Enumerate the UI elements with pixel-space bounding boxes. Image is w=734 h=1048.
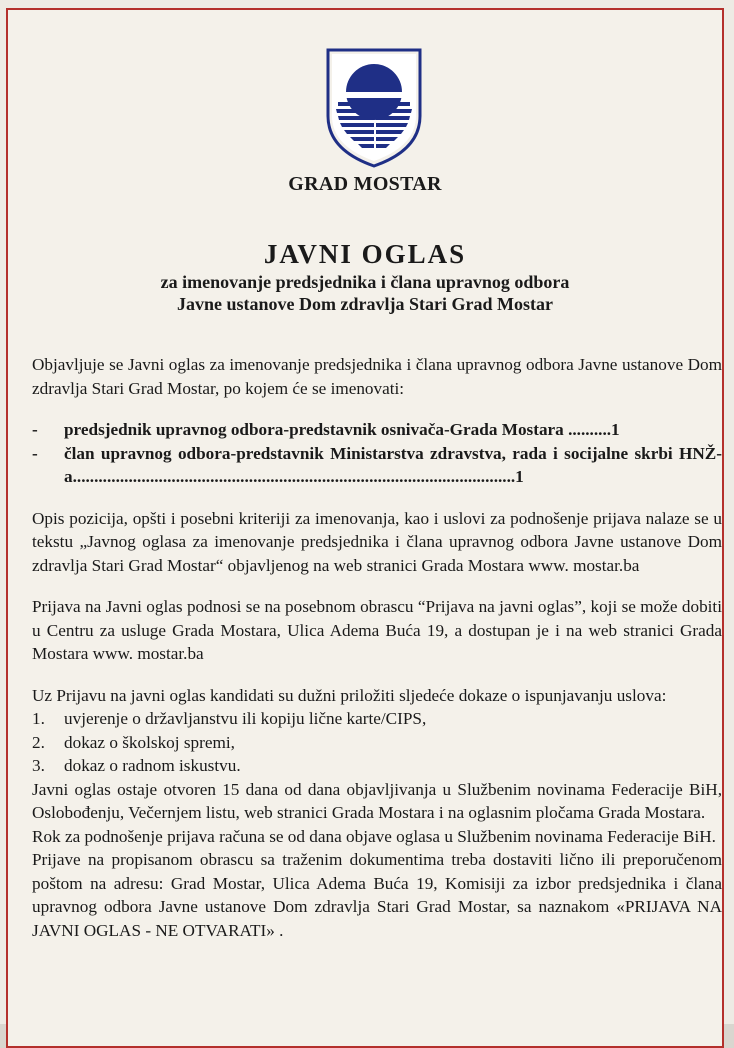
documents-intro: Uz Prijavu na javni oglas kandidati su dužni priložiti sljedeće dokaze o ispunjavanju uslova:: [32, 685, 667, 705]
document-text: dokaz o radnom iskustvu.: [64, 756, 241, 775]
document-item: [32, 707, 722, 731]
mostar-coat-of-arms-icon: [324, 46, 424, 170]
form-paragraph: Prijava na Javni oglas podnosi se na posebnom obrascu “Prijava na javni oglas”, koji se može dobiti u Centru za usluge Grada Mostara, Ulica Adema Buća 19, a dostupan je i na web stranici Grada Mostara www. mostar.ba: [32, 597, 722, 663]
document-text: dokaz o školskoj spremi,: [64, 732, 235, 752]
document-text: uvjerenje o državljanstvu ili kopiju lične karte/CIPS,: [64, 709, 427, 728]
position-text: predsjednik upravnog odbora-predstavnik osnivača-Grada Mostara ..........1: [64, 420, 620, 439]
document-number: 1.: [32, 709, 45, 728]
document-item: [32, 731, 722, 755]
subtitle-line-1: za imenovanje predsjednika i člana upravnog odbora: [160, 272, 570, 292]
subtitle-line-2: Javne ustanove Dom zdravlja Stari Grad Mostar: [177, 294, 553, 314]
announcement-title: JAVNI OGLAS: [263, 239, 467, 269]
position-text: član upravnog odbora-predstavnik Ministarstva zdravstva, rada i socijalne skrbi HNŽ-a.......................................................................................................1: [64, 443, 722, 486]
position-item: [32, 418, 722, 442]
submission-paragraph: Prijave na propisanom obrascu sa traženim dokumentima treba dostaviti lično ili preporučenom poštom na adresu: Grad Mostar, Ulica Adema Buća 19, Komisiji za izbor predsjednika i člana upravnog odbora Javne ustanove Dom zdravlja Stari Grad Mostar, sa naznakom «PRIJAVA NA JAVNI OGLAS - NE OTVARATI» .: [32, 850, 722, 940]
position-dash: -: [32, 420, 38, 439]
open-period-paragraph: Javni oglas ostaje otvoren 15 dana od dana objavljivanja u Službenim novinama Federacije BiH, Oslobođenju, Večernjem listu, web stranici Grada Mostara i na oglasnim pločama Grada Mostara.: [32, 779, 722, 822]
announcement-body: [32, 353, 722, 942]
document-number: 2.: [32, 732, 45, 752]
criteria-paragraph: Opis pozicija, opšti i posebni kriteriji za imenovanja, kao i uslovi za podnošenje prijava nalaze se u tekstu „Javnog oglasa za imenovanje predsjednika i člana upravnog odbora Javne ustanove Dom zdravlja Stari Grad Mostar“ objavljenog na web stranici Grada Mostara www. mostar.ba: [32, 508, 722, 575]
deadline-paragraph: Rok za podnošenje prijava računa se od dana objave oglasa u Službenim novinama Federacije BiH.: [32, 826, 716, 846]
intro-paragraph: Objavljuje se Javni oglas za imenovanje predsjednika i člana upravnog odbora Javne ustanove Dom zdravlja Stari Grad Mostar, po kojem će se imenovati:: [32, 355, 722, 398]
document-number: 3.: [32, 756, 45, 775]
document-item: [32, 754, 722, 778]
position-item: [32, 442, 722, 489]
announcement-frame: [6, 8, 724, 1048]
position-dash: -: [32, 443, 38, 463]
city-name: GRAD MOSTAR: [288, 173, 442, 195]
